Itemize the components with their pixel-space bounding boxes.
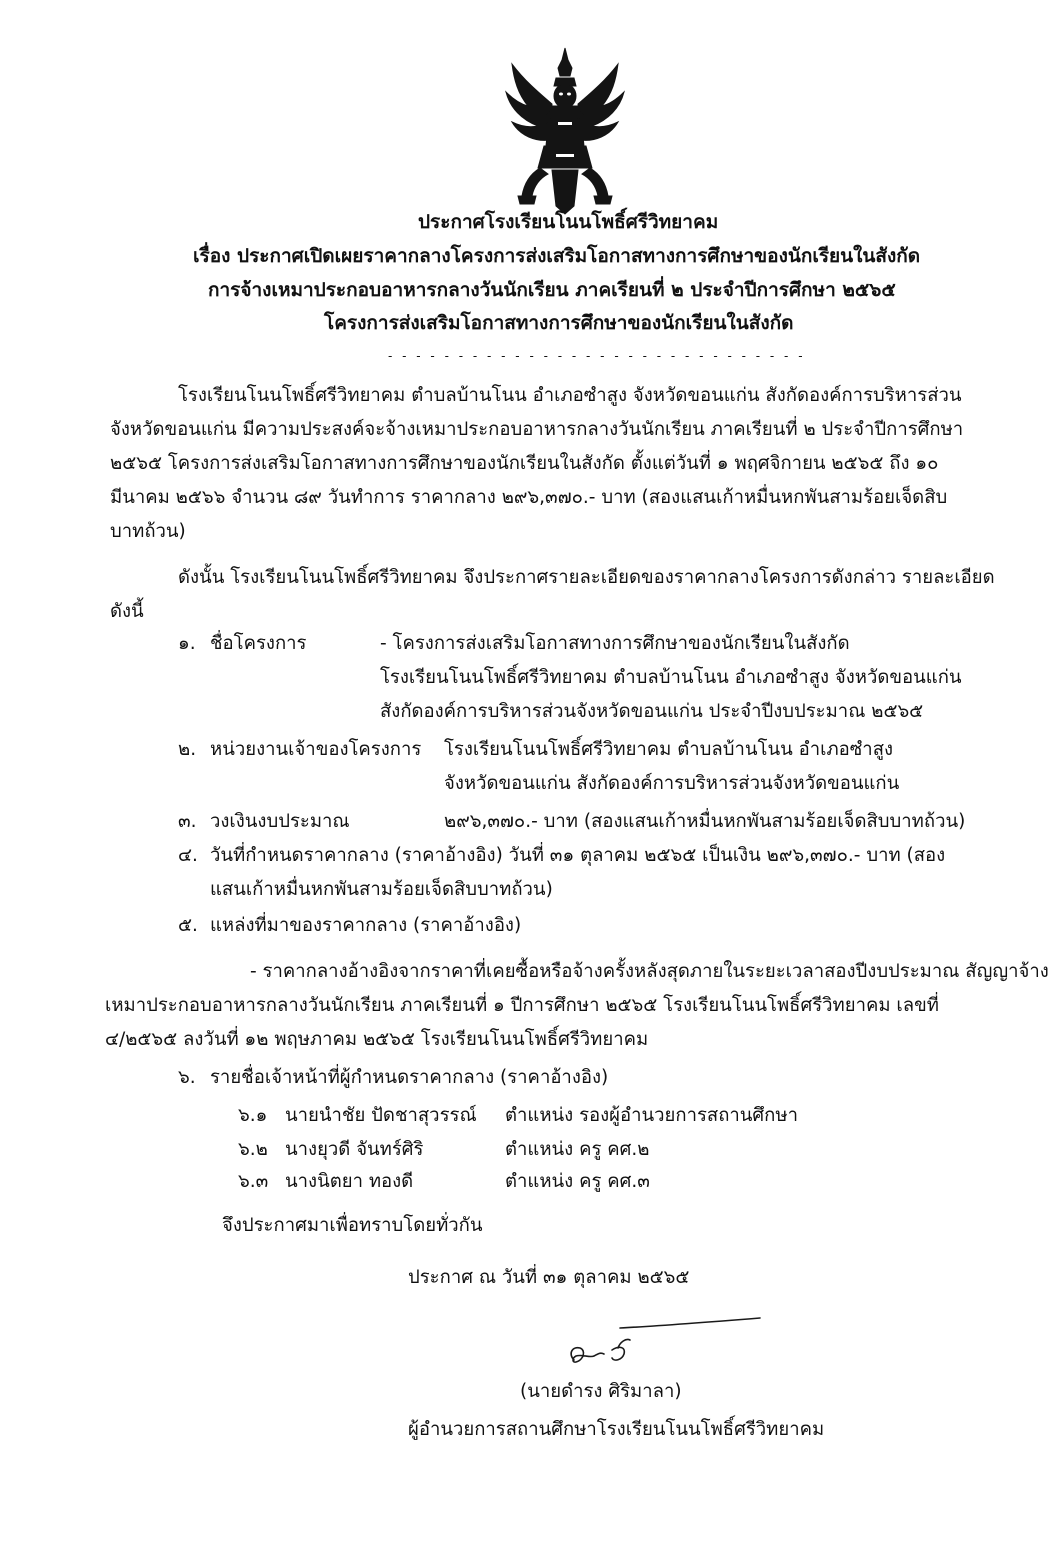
item-1-value-line-1: - โครงการส่งเสริมโอกาสทางการศึกษาของนักเรียนในสังกัด: [380, 633, 850, 654]
official-1-name: นายนำชัย ปัดชาสุวรรณ์: [285, 1105, 477, 1126]
garuda-emblem-icon: [500, 46, 630, 216]
item-2-value-line-2: จังหวัดขอนแก่น สังกัดองค์การบริหารส่วนจังหวัดขอนแก่น: [444, 773, 900, 794]
official-1-number: ๖.๑: [238, 1105, 268, 1126]
official-3-name: นางนิตยา ทองดี: [285, 1171, 414, 1192]
item-1-label: ชื่อโครงการ: [210, 633, 307, 654]
header-divider: - - - - - - - - - - - - - - - - - - - - - - - - - - - - - -: [388, 349, 806, 363]
official-3-position: ตำแหน่ง ครู คศ.๓: [505, 1171, 650, 1192]
item-5-label: แหล่งที่มาของราคากลาง (ราคาอ้างอิง): [210, 915, 522, 936]
item-4-line-2: แสนเก้าหมื่นหกพันสามร้อยเจ็ดสิบบาทถ้วน): [210, 879, 553, 900]
closing-statement: จึงประกาศมาเพื่อทราบโดยทั่วกัน: [222, 1215, 483, 1236]
official-2-number: ๖.๒: [238, 1139, 268, 1160]
item-2-value-line-1: โรงเรียนโนนโพธิ์ศรีวิทยาคม ตำบลบ้านโนน อำเภอซำสูง: [444, 739, 894, 760]
official-3-number: ๖.๓: [238, 1171, 269, 1192]
intro-line-2: จังหวัดขอนแก่น มีความประสงค์จะจ้างเหมาประกอบอาหารกลางวันนักเรียน ภาคเรียนที่ ๒ ประจำปีการศึกษา: [110, 419, 964, 440]
item-5-line-1: - ราคากลางอ้างอิงจากราคาที่เคยซื้อหรือจ้างครั้งหลังสุดภายในระยะเวลาสองปีงบประมาณ สัญญาจ้าง: [250, 961, 1049, 982]
official-2-position: ตำแหน่ง ครู คศ.๒: [505, 1139, 650, 1160]
item-5-number: ๕.: [178, 915, 198, 936]
handwritten-signature: [560, 1316, 770, 1380]
item-4-number: ๔.: [178, 845, 198, 866]
item-6-label: รายชื่อเจ้าหน้าที่ผู้กำหนดราคากลาง (ราคาอ้างอิง): [210, 1067, 609, 1088]
signatory-name: (นายดำรง ศิริมาลา): [520, 1381, 682, 1402]
intro-line-5: บาทถ้วน): [110, 521, 186, 542]
announcement-date: ประกาศ ณ วันที่ ๓๑ ตุลาคม ๒๕๖๕: [408, 1267, 690, 1288]
item-6-number: ๖.: [178, 1067, 196, 1088]
official-2-name: นางยุวดี จันทร์ศิริ: [285, 1139, 424, 1160]
item-4-line-1: วันที่กำหนดราคากลาง (ราคาอ้างอิง) วันที่ ๓๑ ตุลาคม ๒๕๖๕ เป็นเงิน ๒๙๖,๓๗๐.- บาท (สอง: [210, 845, 946, 866]
item-1-number: ๑.: [178, 633, 196, 654]
signatory-position: ผู้อำนวยการสถานศึกษาโรงเรียนโนนโพธิ์ศรีวิทยาคม: [408, 1419, 825, 1440]
item-5-line-3: ๔/๒๕๖๕ ลงวันที่ ๑๒ พฤษภาคม ๒๕๖๕ โรงเรียนโนนโพธิ์ศรีวิทยาคม: [105, 1029, 649, 1050]
item-5-line-2: เหมาประกอบอาหารกลางวันนักเรียน ภาคเรียนที่ ๑ ปีการศึกษา ๒๕๖๕ โรงเรียนโนนโพธิ์ศรีวิทยาคม เลขที่: [105, 995, 939, 1016]
intro-line-3: ๒๕๖๕ โครงการส่งเสริมโอกาสทางการศึกษาของนักเรียนในสังกัด ตั้งแต่วันที่ ๑ พฤศจิกายน ๒๕๖๕ ถึง ๑๐: [110, 453, 939, 474]
subject-line-3: โครงการส่งเสริมโอกาสทางการศึกษาของนักเรียนในสังกัด: [324, 312, 794, 334]
item-2-number: ๒.: [178, 739, 197, 760]
subject-line-1: เรื่อง ประกาศเปิดเผยราคากลางโครงการส่งเสริมโอกาสทางการศึกษาของนักเรียนในสังกัด: [193, 245, 921, 267]
therefore-line-1: ดังนั้น โรงเรียนโนนโพธิ์ศรีวิทยาคม จึงประกาศรายละเอียดของราคากลางโครงการดังกล่าว รายละเอียด: [178, 567, 995, 588]
therefore-line-2: ดังนี้: [110, 601, 144, 622]
official-1-position: ตำแหน่ง รองผู้อำนวยการสถานศึกษา: [505, 1105, 798, 1126]
item-1-value-line-2: โรงเรียนโนนโพธิ์ศรีวิทยาคม ตำบลบ้านโนน อำเภอซำสูง จังหวัดขอนแก่น: [380, 667, 962, 688]
subject-line-2: การจ้างเหมาประกอบอาหารกลางวันนักเรียน ภาคเรียนที่ ๒ ประจำปีการศึกษา ๒๕๖๕: [208, 279, 896, 301]
item-1-value-line-3: สังกัดองค์การบริหารส่วนจังหวัดขอนแก่น ประจำปีงบประมาณ ๒๕๖๕: [380, 701, 924, 722]
item-3-label: วงเงินงบประมาณ: [210, 811, 350, 832]
intro-line-4: มีนาคม ๒๕๖๖ จำนวน ๘๙ วันทำการ ราคากลาง ๒๙๖,๓๗๐.- บาท (สองแสนเก้าหมื่นหกพันสามร้อยเจ็ดสิบ: [110, 487, 948, 508]
item-3-value: ๒๙๖,๓๗๐.- บาท (สองแสนเก้าหมื่นหกพันสามร้อยเจ็ดสิบบาทถ้วน): [444, 811, 966, 832]
intro-line-1: โรงเรียนโนนโพธิ์ศรีวิทยาคม ตำบลบ้านโนน อำเภอซำสูง จังหวัดขอนแก่น สังกัดองค์การบริหารส่วน: [178, 385, 962, 406]
announcement-title: ประกาศโรงเรียนโนนโพธิ์ศรีวิทยาคม: [418, 211, 719, 233]
item-3-number: ๓.: [178, 811, 197, 832]
item-2-label: หน่วยงานเจ้าของโครงการ: [210, 739, 422, 760]
